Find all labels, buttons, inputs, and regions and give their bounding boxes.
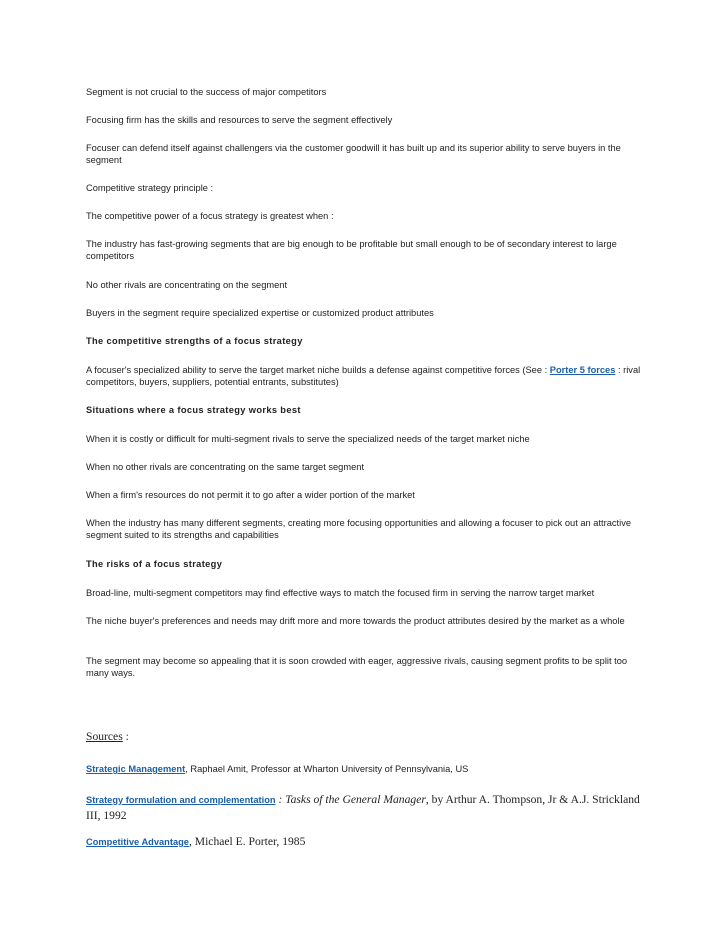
- list-item: The niche buyer's preferences and needs may drift more and more towards the product attributes desired by the market as a whole: [86, 616, 625, 626]
- list-item: The segment may become so appealing that it is soon crowded with eager, aggressive rivals, causing segment profits to be split too many ways.: [86, 656, 628, 678]
- list-item: When the industry has many different segments, creating more focusing opportunities and allowing a focuser to pick out an attractive segment suited to its strengths and capabilities: [86, 518, 632, 540]
- paragraph: The competitive power of a focus strategy is greatest when :: [86, 211, 334, 221]
- paragraph: Competitive strategy principle :: [86, 183, 214, 193]
- strengths-text: A focuser's specialized ability to serve the target market niche builds a defense against competitive forces (See :: [86, 365, 550, 375]
- source-text: , Raphael Amit, Professor at Wharton University of Pennsylvania, US: [185, 764, 469, 774]
- sources-heading: [86, 731, 646, 743]
- section-heading-risks: The risks of a focus strategy: [86, 559, 223, 569]
- list-item: When a firm's resources do not permit it to go after a wider portion of the market: [86, 490, 415, 500]
- porter-5-forces-link[interactable]: Porter 5 forces: [549, 365, 616, 375]
- strategic-management-link[interactable]: Strategic Management: [86, 764, 186, 774]
- list-item: When it is costly or difficult for multi-segment rivals to serve the specialized needs of the target market niche: [86, 434, 530, 444]
- section-heading-strengths: The competitive strengths of a focus strategy: [86, 336, 303, 346]
- sources-colon: :: [122, 730, 129, 743]
- competitive-advantage-link[interactable]: Competitive Advantage: [86, 837, 189, 847]
- strengths-text-after: : rival competitors, buyers, suppliers, potential entrants, substitutes): [86, 365, 641, 387]
- source-text: , Michael E. Porter, 1985: [188, 835, 306, 848]
- paragraph: Segment is not crucial to the success of major competitors: [86, 87, 327, 97]
- source-item: [86, 836, 646, 848]
- paragraph: Focuser can defend itself against challengers via the customer goodwill it has built up and its superior ability to serve buyers in the segment: [86, 143, 621, 165]
- source-item: [86, 763, 646, 775]
- paragraph: Buyers in the segment require specialized expertise or customized product attributes: [86, 308, 434, 318]
- section-heading-situations: Situations where a focus strategy works best: [86, 405, 301, 415]
- strategy-formulation-link[interactable]: Strategy formulation and complementation: [86, 795, 276, 805]
- source-text: , by Arthur A. Thompson, Jr & A.J. Strickland III, 1992: [86, 793, 640, 822]
- source-book-title: : Tasks of the General Manager: [275, 793, 426, 806]
- strengths-paragraph: [86, 364, 646, 388]
- source-item: [86, 792, 646, 824]
- list-item: Broad-line, multi-segment competitors may find effective ways to match the focused firm in serving the narrow target market: [86, 588, 595, 598]
- paragraph: No other rivals are concentrating on the segment: [86, 280, 288, 290]
- paragraph: The industry has fast-growing segments that are big enough to be profitable but small enough to be of secondary interest to large competitors: [86, 239, 617, 261]
- paragraph: Focusing firm has the skills and resources to serve the segment effectively: [86, 115, 393, 125]
- list-item: When no other rivals are concentrating on the same target segment: [86, 462, 365, 472]
- sources-label: Sources: [86, 730, 123, 743]
